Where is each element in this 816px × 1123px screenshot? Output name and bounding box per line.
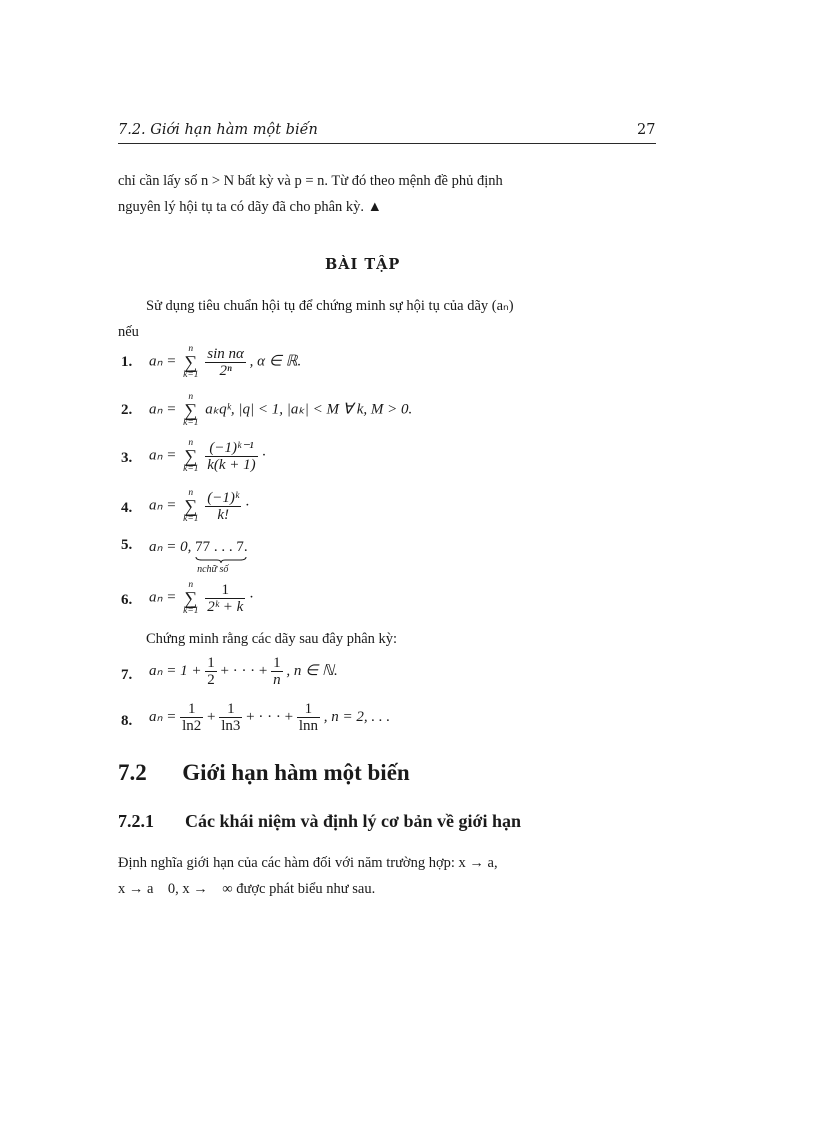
exercise-instruction: [118, 293, 658, 345]
body-line-2: x → a 0, x → ∞ được phát biểu như sau.: [118, 881, 376, 897]
page-number: 27: [637, 122, 656, 138]
instruction-line-1: Sử dụng tiêu chuẩn hội tụ để chứng minh sự hội tụ của dãy (aₙ): [146, 298, 514, 314]
fraction: $\frac{1}{\ln 3}$: [221, 701, 241, 734]
section-title: Giới hạn hàm một biến: [182, 760, 410, 785]
exercise-number: 5.: [121, 537, 133, 553]
exercise-number: 6.: [121, 592, 133, 608]
header-rule: [118, 143, 656, 144]
running-header-title: 7.2. Giới hạn hàm một biến: [118, 122, 318, 138]
exercise-lhs: aₙ =: [149, 353, 177, 370]
exercise-lhs: aₙ = 1 +: [149, 662, 202, 679]
fraction: $\frac{1}{\ln n}$: [298, 701, 318, 734]
exercise-lhs: aₙ =: [149, 401, 177, 418]
exercise-lhs: aₙ =: [149, 589, 177, 606]
exercise-lhs: aₙ =: [149, 497, 177, 514]
sum-symbol: n ∑ k=1: [183, 488, 199, 524]
plus-sign: +: [207, 708, 220, 725]
ellipsis-sum: + · · · +: [246, 708, 297, 725]
subsection-heading: [118, 811, 521, 832]
exercise-tail: , |q| < 1, |aₖ| < M ∀ k, M > 0.: [230, 401, 413, 418]
exercises-heading: BÀI TẬP: [325, 256, 401, 273]
fraction: $\frac{\text{(−1)ᵏ⁻¹}}{k(k + 1)}$: [207, 439, 256, 473]
exercise-number: 4.: [121, 500, 133, 516]
instruction-line-2: nếu: [118, 324, 139, 340]
body-line-1: Định nghĩa giới hạn của các hàm đối với năm trường hợp: x → a,: [118, 855, 498, 871]
sum-symbol: n ∑ k=1: [183, 580, 199, 616]
exercise-number: 1.: [121, 354, 133, 370]
exercise-tail: , n = 2, . . .: [323, 708, 391, 725]
section-heading: [118, 760, 410, 786]
exercise-tail: ·: [249, 589, 254, 606]
fraction: $\frac{1}{n}$: [273, 655, 281, 688]
exercise-lhs: aₙ = 0,: [149, 539, 192, 555]
fraction: $\frac{1}{\text{2ᵏ + k}}$: [207, 581, 244, 615]
ellipsis-sum: + · · · +: [220, 662, 272, 679]
brace-label: nchữ số: [197, 564, 229, 575]
fraction: $\frac{\text{(−1)ᵏ}}{k!}$: [207, 489, 240, 523]
exercise-number: 8.: [121, 713, 133, 729]
exercise-tail: .: [243, 539, 248, 555]
intro-paragraph: [118, 168, 658, 220]
exercise-lhs: aₙ =: [149, 447, 177, 464]
exercise-number: 3.: [121, 450, 133, 466]
sum-symbol: n ∑ k=1: [183, 344, 199, 380]
underbrace-icon: [195, 556, 247, 564]
exercise-tail: , α ∈ ℝ.: [249, 353, 302, 370]
body-paragraph: [118, 850, 658, 902]
exercise-lhs: aₙ =: [149, 708, 177, 725]
subsection-number: 7.2.1: [118, 811, 154, 831]
divergence-intro: Chứng minh rằng các dãy sau đây phân kỳ:: [146, 631, 398, 647]
exercise-tail: ·: [261, 447, 267, 464]
intro-line-1: chỉ cần lấy số n > N bất kỳ và p = n. Từ đó theo mệnh đề phủ định: [118, 173, 503, 189]
sum-symbol: n ∑ k=1: [183, 438, 199, 474]
exercise-number: 7.: [121, 667, 133, 683]
fraction: $\frac{1}{\ln 2}$: [182, 701, 202, 734]
exercise-tail: , n ∈ ℕ.: [286, 662, 338, 679]
exercise-number: 2.: [121, 402, 133, 418]
intro-line-2: nguyên lý hội tụ ta có dãy đã cho phân kỳ. ▲: [118, 199, 383, 215]
sum-term: aₖqᵏ: [205, 401, 231, 418]
section-number: 7.2: [118, 760, 147, 785]
sum-symbol: n ∑ k=1: [183, 392, 199, 428]
exercise-tail: ·: [244, 497, 250, 514]
fraction: $\frac{\text{sin nα}}{\text{2ⁿ}}$: [207, 345, 244, 379]
fraction: $\frac{1}{2}$: [207, 655, 215, 688]
underbraced-digits: 77 . . . 7 nchữ số: [195, 539, 244, 556]
subsection-title: Các khái niệm và định lý cơ bản về giới hạn: [185, 811, 521, 831]
